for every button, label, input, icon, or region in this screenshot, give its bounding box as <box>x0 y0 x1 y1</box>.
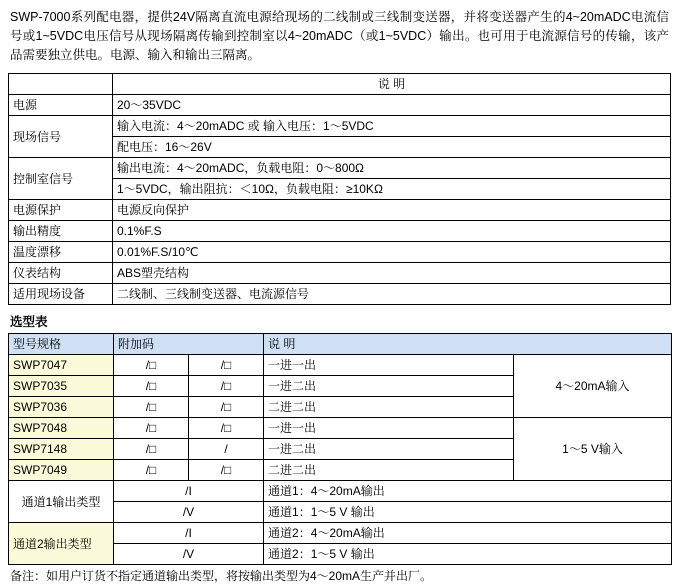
model-group-label-1-5v: 1～5 V输入 <box>514 418 672 481</box>
table-row <box>9 284 671 305</box>
spec-value-output-accuracy: 0.1%F.S <box>113 221 671 242</box>
table-row <box>9 95 671 116</box>
model-code-7035: SWP7035 <box>9 376 114 397</box>
table-row <box>9 200 671 221</box>
spec-value-instrument-structure: ABS塑壳结构 <box>113 263 671 284</box>
model-header-addcode: 附加码 <box>114 334 264 355</box>
spec-label-power-protection: 电源保护 <box>9 200 113 221</box>
table-row <box>9 242 671 263</box>
channel1-desc-current: 通道1：4～20mA输出 <box>264 481 672 502</box>
model-desc-7049: 二进二出 <box>264 460 514 481</box>
spec-value-control-room-2: 1～5VDC，输出阻抗：＜10Ω，负载电阻：≥10KΩ <box>113 179 671 200</box>
model-add1-7048: /□ <box>114 418 189 439</box>
model-selection-table <box>8 333 672 565</box>
table-row <box>9 334 672 355</box>
model-add2-7047: /□ <box>189 355 264 376</box>
model-add2-7048: /□ <box>189 418 264 439</box>
spec-value-power: 20～35VDC <box>113 95 671 116</box>
model-add2-7049: /□ <box>189 460 264 481</box>
table-note: 备注：如用户订货不指定通道输出类型，将按输出类型为4～20mA生产并出厂。 <box>10 569 433 583</box>
spec-label-temperature-drift: 温度漂移 <box>9 242 113 263</box>
model-add2-7036: /□ <box>189 397 264 418</box>
channel2-desc-current: 通道2：4～20mA输出 <box>264 523 672 544</box>
model-add1-7148: /□ <box>114 439 189 460</box>
spec-value-field-signal-2: 配电压：16～26V <box>113 137 671 158</box>
model-desc-7047: 一进一出 <box>264 355 514 376</box>
table-row <box>9 418 672 439</box>
channel2-code-voltage: /V <box>114 544 264 565</box>
model-code-7049: SWP7049 <box>9 460 114 481</box>
spec-label-applicable-devices: 适用现场设备 <box>9 284 113 305</box>
spec-header-blank <box>9 74 113 95</box>
model-add2-7035: /□ <box>189 376 264 397</box>
section-title-selection: 选型表 <box>10 315 48 329</box>
model-add1-7047: /□ <box>114 355 189 376</box>
model-add2-7148: / <box>189 439 264 460</box>
channel2-output-type-label: 通道2输出类型 <box>9 523 114 565</box>
table-row <box>9 355 672 376</box>
model-code-7036: SWP7036 <box>9 397 114 418</box>
spec-label-field-signal: 现场信号 <box>9 116 113 158</box>
table-row <box>9 74 671 95</box>
specification-table <box>8 73 671 305</box>
model-add1-7035: /□ <box>114 376 189 397</box>
spec-label-output-accuracy: 输出精度 <box>9 221 113 242</box>
model-header-description: 说 明 <box>264 334 672 355</box>
channel2-desc-voltage: 通道2：1～5 V 输出 <box>264 544 672 565</box>
spec-value-field-signal-1: 输入电流：4～20mADC 或 输入电压：1～5VDC <box>113 116 671 137</box>
channel1-desc-voltage: 通道1：1～5 V 输出 <box>264 502 672 523</box>
model-group-label-4-20ma: 4～20mA输入 <box>514 355 672 418</box>
table-row <box>9 523 672 544</box>
intro-paragraph: SWP-7000系列配电器，提供24V隔离直流电源给现场的二线制或三线制变送器，并将变送器产生的4~20mADC电流信号或1~5VDC电压信号从现场隔离传输到控制室以4~20mADC（或1~5VDC）输出。也可用于电流源信号的传输，该产品需要独立供电。电源、输入和输出三隔离。 <box>10 10 669 62</box>
spec-value-control-room-1: 输出电流：4～20mADC，负载电阻：0～800Ω <box>113 158 671 179</box>
spec-header-description: 说 明 <box>113 74 671 95</box>
table-row <box>9 263 671 284</box>
model-desc-7048: 一进一出 <box>264 418 514 439</box>
model-desc-7035: 一进二出 <box>264 376 514 397</box>
table-row <box>9 158 671 179</box>
table-row <box>9 116 671 137</box>
model-desc-7148: 一进二出 <box>264 439 514 460</box>
spec-value-applicable-devices: 二线制、三线制变送器、电流源信号 <box>113 284 671 305</box>
channel1-code-current: /I <box>114 481 264 502</box>
spec-value-power-protection: 电源反向保护 <box>113 200 671 221</box>
spec-label-control-room-signal: 控制室信号 <box>9 158 113 200</box>
model-code-7047: SWP7047 <box>9 355 114 376</box>
channel1-output-type-label: 通道1输出类型 <box>9 481 114 523</box>
model-header-model: 型号规格 <box>9 334 114 355</box>
model-code-7148: SWP7148 <box>9 439 114 460</box>
model-desc-7036: 二进二出 <box>264 397 514 418</box>
channel1-code-voltage: /V <box>114 502 264 523</box>
spec-value-temperature-drift: 0.01%F.S/10℃ <box>113 242 671 263</box>
model-add1-7036: /□ <box>114 397 189 418</box>
table-row <box>9 481 672 502</box>
spec-label-instrument-structure: 仪表结构 <box>9 263 113 284</box>
model-add1-7049: /□ <box>114 460 189 481</box>
channel2-code-current: /I <box>114 523 264 544</box>
model-code-7048: SWP7048 <box>9 418 114 439</box>
table-row <box>9 221 671 242</box>
spec-label-power: 电源 <box>9 95 113 116</box>
